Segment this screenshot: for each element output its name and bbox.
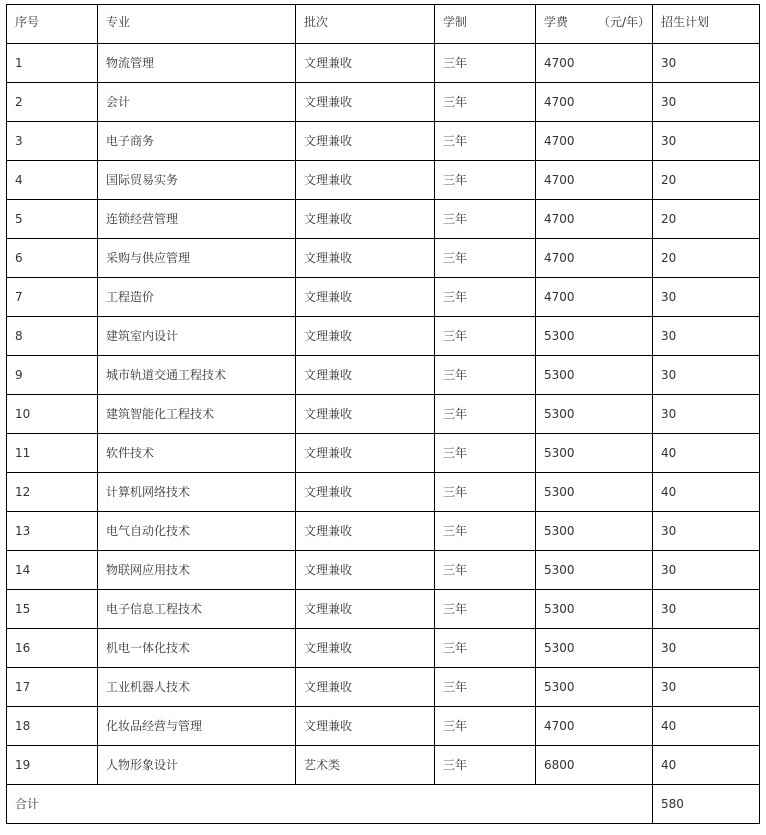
cell-plan: 20 [653,161,760,200]
cell-years: 三年 [435,356,536,395]
cell-no: 9 [7,356,98,395]
total-row [7,785,760,824]
table-row [7,590,760,629]
cell-no: 6 [7,239,98,278]
cell-fee: 5300 [536,434,653,473]
cell-years: 三年 [435,44,536,83]
cell-plan: 20 [653,200,760,239]
cell-fee: 4700 [536,239,653,278]
cell-years: 三年 [435,668,536,707]
cell-plan: 30 [653,668,760,707]
cell-fee: 5300 [536,551,653,590]
cell-fee: 5300 [536,668,653,707]
table-row [7,83,760,122]
cell-fee: 4700 [536,161,653,200]
cell-no: 11 [7,434,98,473]
cell-major: 建筑智能化工程技术 [98,395,296,434]
table-row [7,629,760,668]
cell-fee: 5300 [536,512,653,551]
cell-fee: 4700 [536,44,653,83]
cell-major: 工程造价 [98,278,296,317]
cell-major: 电气自动化技术 [98,512,296,551]
cell-batch: 文理兼收 [296,44,435,83]
cell-batch: 文理兼收 [296,200,435,239]
cell-major: 电子信息工程技术 [98,590,296,629]
cell-major: 机电一体化技术 [98,629,296,668]
cell-years: 三年 [435,473,536,512]
cell-no: 4 [7,161,98,200]
cell-years: 三年 [435,746,536,785]
cell-batch: 文理兼收 [296,161,435,200]
cell-no: 3 [7,122,98,161]
cell-fee: 5300 [536,317,653,356]
cell-plan: 30 [653,356,760,395]
cell-years: 三年 [435,434,536,473]
cell-years: 三年 [435,239,536,278]
table-row [7,278,760,317]
table-row [7,668,760,707]
cell-batch: 文理兼收 [296,629,435,668]
cell-batch: 文理兼收 [296,434,435,473]
cell-batch: 文理兼收 [296,122,435,161]
cell-no: 13 [7,512,98,551]
table-row [7,200,760,239]
total-label: 合计 [7,785,653,824]
cell-plan: 30 [653,317,760,356]
cell-batch: 文理兼收 [296,473,435,512]
total-plan: 580 [653,785,760,824]
cell-no: 2 [7,83,98,122]
cell-fee: 5300 [536,395,653,434]
cell-no: 8 [7,317,98,356]
cell-fee: 6800 [536,746,653,785]
cell-batch: 文理兼收 [296,590,435,629]
table-row [7,395,760,434]
table-body [7,5,760,824]
admission-plan-table [6,4,760,824]
cell-years: 三年 [435,200,536,239]
header-fee [536,5,653,44]
table-row [7,239,760,278]
cell-major: 人物形象设计 [98,746,296,785]
cell-plan: 30 [653,44,760,83]
cell-fee: 4700 [536,200,653,239]
cell-fee: 5300 [536,590,653,629]
table-row [7,707,760,746]
cell-no: 17 [7,668,98,707]
header-no: 序号 [7,5,98,44]
cell-batch: 艺术类 [296,746,435,785]
table-row [7,746,760,785]
cell-major: 物流管理 [98,44,296,83]
cell-years: 三年 [435,590,536,629]
cell-no: 15 [7,590,98,629]
cell-no: 7 [7,278,98,317]
cell-major: 连锁经营管理 [98,200,296,239]
header-plan: 招生计划 [653,5,760,44]
cell-plan: 30 [653,395,760,434]
cell-plan: 30 [653,551,760,590]
table-row [7,161,760,200]
table-row [7,551,760,590]
header-fee-label: 学费 [544,15,569,29]
table-row [7,317,760,356]
cell-batch: 文理兼收 [296,278,435,317]
cell-batch: 文理兼收 [296,239,435,278]
cell-major: 国际贸易实务 [98,161,296,200]
table-row [7,434,760,473]
header-fee-unit: （元/年） [598,15,651,29]
table-row [7,44,760,83]
cell-years: 三年 [435,122,536,161]
cell-no: 12 [7,473,98,512]
cell-batch: 文理兼收 [296,356,435,395]
cell-major: 建筑室内设计 [98,317,296,356]
cell-no: 16 [7,629,98,668]
cell-years: 三年 [435,161,536,200]
cell-major: 电子商务 [98,122,296,161]
cell-years: 三年 [435,278,536,317]
cell-fee: 5300 [536,473,653,512]
cell-years: 三年 [435,395,536,434]
cell-fee: 5300 [536,356,653,395]
cell-fee: 4700 [536,83,653,122]
cell-batch: 文理兼收 [296,707,435,746]
cell-fee: 4700 [536,278,653,317]
cell-years: 三年 [435,512,536,551]
cell-no: 10 [7,395,98,434]
cell-plan: 30 [653,122,760,161]
table-row [7,512,760,551]
cell-plan: 40 [653,746,760,785]
cell-plan: 40 [653,473,760,512]
cell-major: 物联网应用技术 [98,551,296,590]
cell-plan: 40 [653,707,760,746]
cell-major: 采购与供应管理 [98,239,296,278]
header-major: 专业 [98,5,296,44]
cell-major: 软件技术 [98,434,296,473]
cell-major: 城市轨道交通工程技术 [98,356,296,395]
cell-no: 5 [7,200,98,239]
cell-years: 三年 [435,707,536,746]
cell-fee: 4700 [536,707,653,746]
table-row [7,473,760,512]
header-batch: 批次 [296,5,435,44]
cell-major: 化妆品经营与管理 [98,707,296,746]
cell-years: 三年 [435,629,536,668]
cell-major: 会计 [98,83,296,122]
cell-batch: 文理兼收 [296,551,435,590]
table-row [7,122,760,161]
cell-plan: 30 [653,83,760,122]
header-row [7,5,760,44]
cell-plan: 30 [653,278,760,317]
cell-no: 14 [7,551,98,590]
cell-no: 19 [7,746,98,785]
cell-major: 计算机网络技术 [98,473,296,512]
cell-batch: 文理兼收 [296,512,435,551]
cell-years: 三年 [435,83,536,122]
cell-years: 三年 [435,551,536,590]
cell-fee: 5300 [536,629,653,668]
cell-batch: 文理兼收 [296,668,435,707]
cell-fee: 4700 [536,122,653,161]
cell-plan: 20 [653,239,760,278]
cell-plan: 30 [653,590,760,629]
cell-batch: 文理兼收 [296,83,435,122]
table-row [7,356,760,395]
cell-years: 三年 [435,317,536,356]
cell-plan: 30 [653,629,760,668]
cell-batch: 文理兼收 [296,317,435,356]
header-years: 学制 [435,5,536,44]
cell-no: 1 [7,44,98,83]
cell-plan: 40 [653,434,760,473]
cell-batch: 文理兼收 [296,395,435,434]
cell-plan: 30 [653,512,760,551]
cell-no: 18 [7,707,98,746]
cell-major: 工业机器人技术 [98,668,296,707]
